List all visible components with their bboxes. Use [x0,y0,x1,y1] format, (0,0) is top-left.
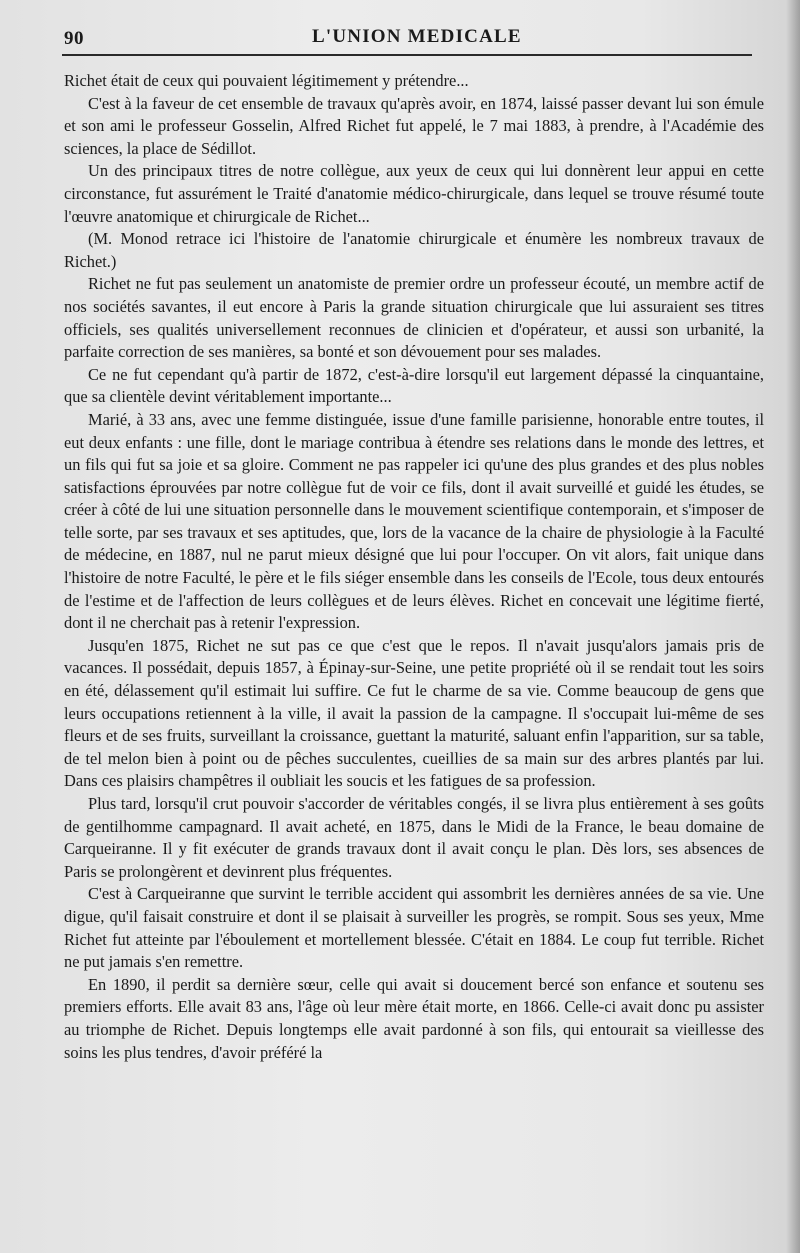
page-number: 90 [64,28,84,49]
paragraph-4: (M. Monod retrace ici l'histoire de l'anatomie chirurgicale et énumère les nombreux travaux de Richet.) [64,229,764,271]
running-title: L'UNION MEDICALE [312,26,522,47]
paragraph-9: Plus tard, lorsqu'il crut pouvoir s'accorder de véritables congés, il se livra plus entièrement à ses goûts de gentilhomme campagnard. Il avait acheté, en 1875, dans le Midi de la France, le beau domaine de Carqueiranne. Il y fit exécuter de grands travaux dont il avait conçu le plan. Dès lors, ses absences de Paris se prolongèrent et devinrent plus fréquentes. [64,794,764,881]
paragraph-1: Richet était de ceux qui pouvaient légitimement y prétendre... [64,71,469,90]
header-rule [62,54,752,56]
paragraph-7: Marié, à 33 ans, avec une femme distinguée, issue d'une famille parisienne, honorable entre toutes, il eut deux enfants : une fille, dont le mariage contribua à étendre ses relations dans le monde des lettres, et un fils qui fut sa joie et sa gloire. Comment ne pas rappeler ici qu'une des plus grandes et des plus nobles satisfactions éprouvées par notre collègue fut de voir ce fils, dont il avait surveillé et guidé les études, se créer à côté de lui une situation personnelle dans le mouvement scientifique contemporain, et s'imposer de telle sorte, par ses travaux et ses aptitudes, que, lors de la vacance de la chaire de physiologie à la Faculté de médecine, en 1887, nul ne parut mieux désigné que lui pour l'occuper. On vit alors, fait unique dans l'histoire de notre Faculté, le père et le fils siéger ensemble dans les conseils de l'Ecole, tous deux entourés de l'estime et de l'affection de leurs collègues et de leurs élèves. Richet en concevait une légitime fierté, dont il ne cherchait pas à retenir l'expression. [64,409,764,633]
paragraph-10: C'est à Carqueiranne que survint le terrible accident qui assombrit les dernières années de sa vie. Une digue, qu'il faisait construire et dont il se plaisait à surveiller les progrès, se rompit. Sous ses yeux, Mme Richet fut atteinte par l'éboulement et mortellement blessée. C'était en 1884. Le coup fut terrible. Richet ne put jamais s'en remettre. [64,884,764,972]
paragraph-11: En 1890, il perdit sa dernière sœur, celle qui avait si doucement bercé son enfance et soutenu ses premiers efforts. Elle avait 83 ans, l'âge où leur mère était morte, en 1866. Celle-ci avait donc pu assister au triomphe de Richet. Depuis longtemps elle avait pardonné à son fils, qui entourait sa vieillesse des soins les plus tendres, d'avoir préféré la [64,974,764,1062]
paragraph-3: Un des principaux titres de notre collègue, aux yeux de ceux qui lui donnèrent leur appui en cette circonstance, fut assurément le Traité d'anatomie médico-chirurgicale, dans lequel se trouve résumé toute l'œuvre anatomique et chirurgicale de Richet... [64,161,764,226]
page-header [62,24,762,54]
page-edge-shadow [786,0,800,1253]
paragraph-5: Richet ne fut pas seulement un anatomiste de premier ordre un professeur écouté, un membre actif de nos sociétés savantes, il eut encore à Paris la grande situation chirurgicale que lui assuraient ses titres officiels, ses qualités universellement reconnues de clinicien et d'opérateur, et aussi son urbanité, la parfaite correction de ses manières, sa bonté et son dévouement pour ses malades. [64,274,764,362]
paragraph-2: C'est à la faveur de cet ensemble de travaux qu'après avoir, en 1874, laissé passer devant lui son émule et son ami le professeur Gosselin, Alfred Richet fut appelé, le 7 mai 1883, à prendre, à l'Académie des sciences, la place de Sédillot. [64,93,764,158]
article-body [64,70,764,1064]
paragraph-6: Ce ne fut cependant qu'à partir de 1872, c'est-à-dire lorsqu'il eut largement dépassé la cinquantaine, que sa clientèle devint véritablement importante... [64,364,764,407]
paragraph-8: Jusqu'en 1875, Richet ne sut pas ce que c'est que le repos. Il n'avait jusqu'alors jamais pris de vacances. Il possédait, depuis 1857, à Épinay-sur-Seine, une petite propriété où il se rendait tout les soirs en été, délassement qu'il estimait lui suffire. Ce fut le charme de sa vie. Comme beaucoup de gens que leurs occupations retiennent à la ville, il avait la passion de la campagne. Il s'occupait lui-même de ses fleurs et de ses fruits, surveillant la croissance, guettant la maturité, saluant enfin l'apparition, sur sa table, de tel melon bien à point ou de pêches succulentes, cueillies de sa main sur des arbres plantés par lui. Dans ces plaisirs champêtres il oubliait les soucis et les fatigues de sa profession. [64,635,764,791]
